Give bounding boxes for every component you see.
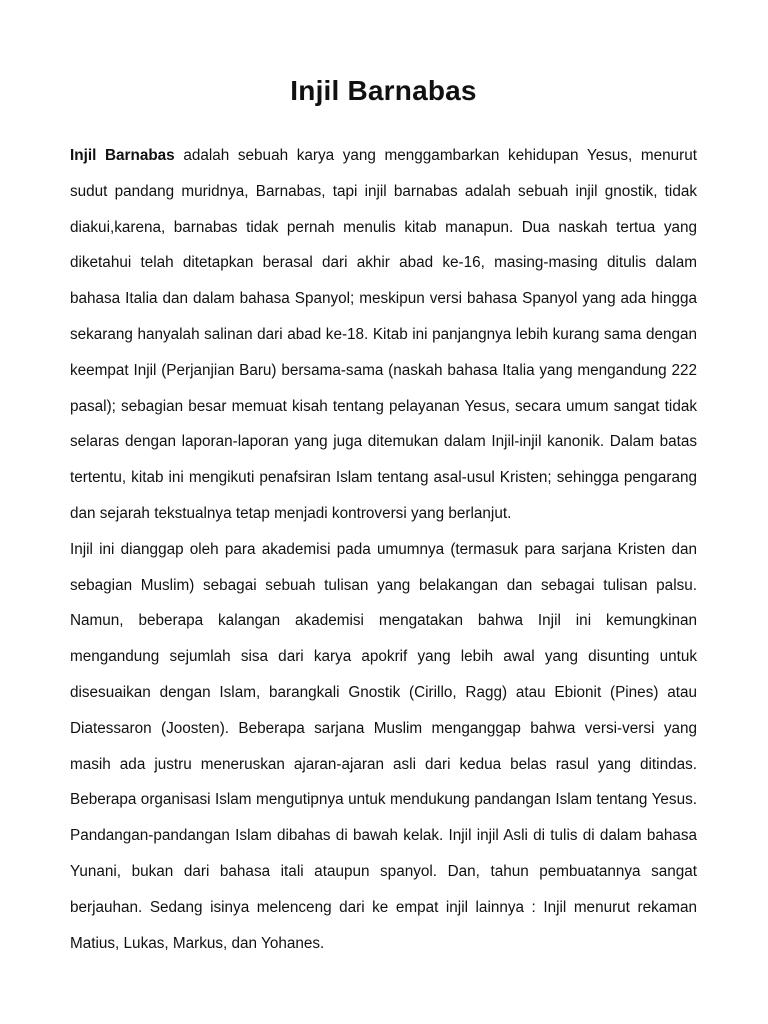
document-page [70,0,697,1024]
paragraph-2-text: Injil ini dianggap oleh para akademisi pada umumnya (termasuk para sarjana Kristen dan sebagian Muslim) sebagai sebuah tulisan yang belakangan dan sebagai tulisan palsu. Namun, beberapa kalangan akademisi mengatakan bahwa Injil ini kemungkinan mengandung sejumlah sisa dari karya apokrif yang lebih awal yang disunting untuk disesuaikan dengan Islam, barangkali Gnostik (Cirillo, Ragg) atau Ebionit (Pines) atau Diatessaron (Joosten). Beberapa sarjana Muslim menganggap bahwa versi-versi yang masih ada justru meneruskan ajaran-ajaran asli dari kedua belas rasul yang ditindas. Beberapa organisasi Islam mengutipnya untuk mendukung pandangan Islam tentang Yesus. Pandangan-pandangan Islam dibahas di bawah kelak. Injil injil Asli di tulis di dalam bahasa Yunani, bukan dari bahasa itali ataupun spanyol. Dan, tahun pembuatannya sangat berjauhan. Sedang isinya melenceng dari ke empat injil lainnya : Injil menurut rekaman Matius, Lukas, Markus, dan Yohanes. [70,540,697,952]
paragraph-2 [70,532,697,962]
paragraph-1-lead-bold: Injil Barnabas [70,147,175,164]
paragraph-1 [70,138,697,532]
document-title: Injil Barnabas [290,75,477,106]
document-body [70,138,697,961]
paragraph-1-text: adalah sebuah karya yang menggambarkan kehidupan Yesus, menurut sudut pandang muridnya, Barnabas, tapi injil barnabas adalah sebuah injil gnostik, tidak diakui,karena, barnabas tidak pernah menulis kitab manapun. Dua naskah tertua yang diketahui telah ditetapkan berasal dari akhir abad ke-16, masing-masing ditulis dalam bahasa Italia dan dalam bahasa Spanyol; meskipun versi bahasa Spanyol yang ada hingga sekarang hanyalah salinan dari abad ke-18. Kitab ini panjangnya lebih kurang sama dengan keempat Injil (Perjanjian Baru) bersama-sama (naskah bahasa Italia yang mengandung 222 pasal); sebagian besar memuat kisah tentang pelayanan Yesus, secara umum sangat tidak selaras dengan laporan-laporan yang juga ditemukan dalam Injil-injil kanonik. Dalam batas tertentu, kitab ini mengikuti penafsiran Islam tentang asal-usul Kristen; sehingga pengarang dan sejarah tekstualnya tetap menjadi kontroversi yang berlanjut. [70,147,698,522]
